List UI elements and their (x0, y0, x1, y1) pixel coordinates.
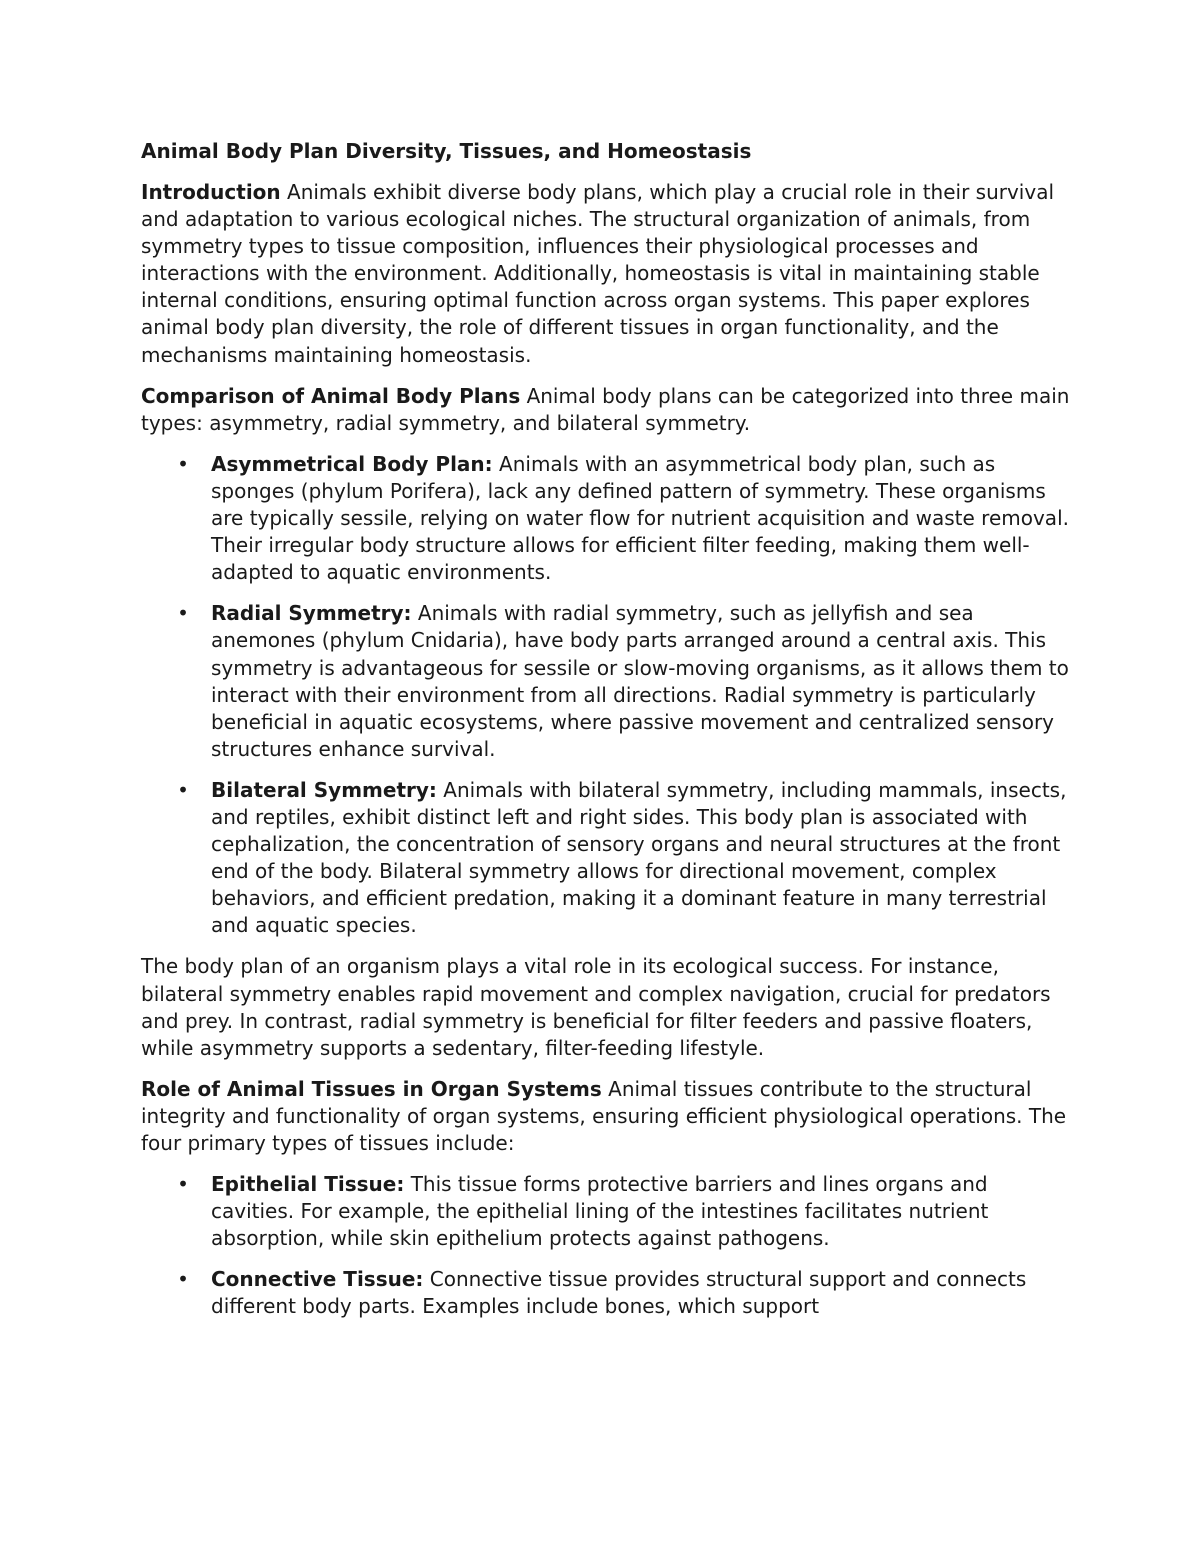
comparison-paragraph (141, 383, 1071, 437)
bullet-icon: • (177, 1267, 189, 1292)
body-plan-summary-paragraph: The body plan of an organism plays a vital role in its ecological success. For instance, bilateral symmetry enables rapid movement and complex navigation, crucial for predators and prey. In contrast, radial symmetry is beneficial for filter feeders and passive floaters, while asymmetry supports a sedentary, filter-feeding lifestyle. (141, 954, 1051, 1060)
list-item-term: Radial Symmetry: (211, 601, 412, 626)
list-item (141, 777, 1071, 940)
comparison-text: Animal body plans can be categorized into three main types: asymmetry, radial symmetry, and bilateral symmetry. (141, 383, 1070, 435)
intro-heading: Introduction (141, 180, 281, 204)
bullet-icon: • (177, 451, 189, 476)
list-item (141, 600, 1071, 763)
intro-text: Animals exhibit diverse body plans, which play a crucial role in their survival and adaptation to various ecological niches. The structural organization of animals, from symmetry types to tissue composition, influences their physiological processes and interactions with the environment. Additionally, homeostasis is vital in maintaining stable internal conditions, ensuring optimal function across organ systems. This paper explores animal body plan diversity, the role of different tissues in organ functionality, and the mechanisms maintaining homeostasis. (141, 180, 1055, 367)
tissues-paragraph (141, 1076, 1071, 1157)
intro-paragraph (141, 179, 1071, 369)
document-page (141, 138, 1071, 1335)
list-item-term: Asymmetrical Body Plan: (211, 451, 493, 476)
list-item-term: Epithelial Tissue: (211, 1172, 405, 1197)
list-item-text: This tissue forms protective barriers and lines organs and cavities. For example, the epithelial lining of the intestines facilitates nutrient absorption, while skin epithelium protects against pathogens. (211, 1172, 989, 1251)
tissues-heading: Role of Animal Tissues in Organ Systems (141, 1076, 602, 1101)
comparison-heading: Comparison of Animal Body Plans (141, 383, 521, 408)
list-item-text: Animals with radial symmetry, such as jellyfish and sea anemones (phylum Cnidaria), have body parts arranged around a central axis. This symmetry is advantageous for sessile or slow-moving organisms, as it allows them to interact with their environment from all directions. Radial symmetry is particularly beneficial in aquatic ecosystems, where passive movement and centralized sensory structures enhance survival. (211, 601, 1069, 761)
list-item-term: Bilateral Symmetry: (211, 777, 437, 802)
list-item (141, 1266, 1071, 1320)
body-plan-list (141, 451, 1071, 940)
list-item-term: Connective Tissue: (211, 1267, 424, 1292)
bullet-icon: • (177, 1172, 189, 1197)
list-item-text: Connective tissue provides structural support and connects different body parts. Examples include bones, which support (211, 1267, 1027, 1319)
bullet-icon: • (177, 601, 189, 626)
list-item-text: Animals with bilateral symmetry, including mammals, insects, and reptiles, exhibit distinct left and right sides. This body plan is associated with cephalization, the concentration of sensory organs and neural structures at the front end of the body. Bilateral symmetry allows for directional movement, complex behaviors, and efficient predation, making it a dominant feature in many terrestrial and aquatic species. (211, 777, 1067, 938)
tissue-list (141, 1171, 1071, 1320)
list-item-text: Animals with an asymmetrical body plan, such as sponges (phylum Porifera), lack any defined pattern of symmetry. These organisms are typically sessile, relying on water flow for nutrient acquisition and waste removal. Their irregular body structure allows for efficient filter feeding, making them well-adapted to aquatic environments. (211, 451, 1069, 585)
list-item (141, 451, 1071, 586)
tissues-text: Animal tissues contribute to the structural integrity and functionality of organ systems, ensuring efficient physiological operations. The four primary types of tissues include: (141, 1076, 1067, 1155)
list-item (141, 1171, 1071, 1252)
bullet-icon: • (177, 777, 189, 802)
document-title: Animal Body Plan Diversity, Tissues, and Homeostasis (141, 139, 752, 163)
